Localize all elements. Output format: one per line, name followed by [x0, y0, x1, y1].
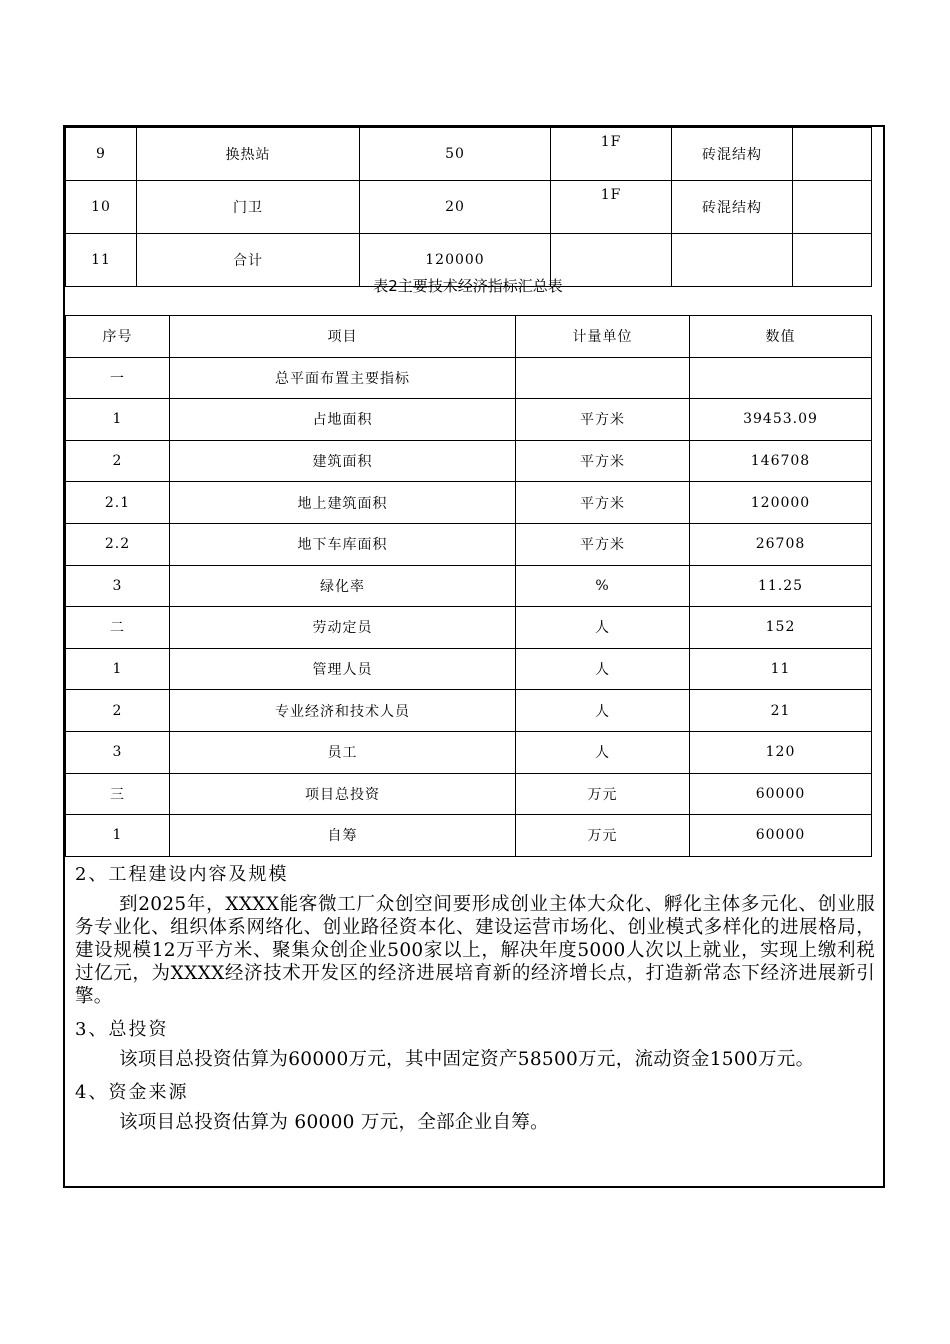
indicator-cell-no: 一 — [66, 357, 170, 399]
indicator-table-row — [66, 523, 872, 565]
indicator-cell-no: 3 — [66, 565, 170, 607]
indicator-cell-no: 三 — [66, 773, 170, 815]
indicator-cell-value: 11.25 — [690, 565, 872, 607]
indicator-cell-no: 2 — [66, 440, 170, 482]
indicator-cell-no: 1 — [66, 399, 170, 441]
indicator-table-row — [66, 731, 872, 773]
indicator-table-row — [66, 690, 872, 732]
indicator-cell-item: 地下车库面积 — [170, 523, 516, 565]
indicator-cell-no: 2.2 — [66, 523, 170, 565]
section-paragraph: 到2025年，XXXX能客微工厂众创空间要形成创业主体大众化、孵化主体多元化、创业服务专业化、组织体系网络化、创业路径资本化、建设运营市场化、创业模式多样化的进展格局，建设规模12万平方米、聚集众创企业500家以上，解决年度5000人次以上就业，实现上缴利税过亿元，为XXXX经济技术开发区的经济进展培育新的经济增长点，打造新常态下经济进展新引擎。 — [75, 894, 875, 1007]
indicator-table-row — [66, 357, 872, 399]
indicator-cell-item: 员工 — [170, 731, 516, 773]
document-frame — [63, 125, 885, 1188]
building-cell-no: 9 — [66, 128, 137, 181]
indicator-cell-unit: 万元 — [516, 773, 690, 815]
indicator-cell-value: 26708 — [690, 523, 872, 565]
header-no: 序号 — [66, 316, 170, 358]
building-cell-area: 20 — [360, 181, 551, 234]
indicator-table-row — [66, 440, 872, 482]
indicator-cell-unit: 平方米 — [516, 399, 690, 441]
header-unit: 计量单位 — [516, 316, 690, 358]
table2-caption: 表2主要技术经济指标汇总表 — [373, 277, 563, 295]
building-table — [65, 127, 872, 287]
building-cell-structure: 砖混结构 — [672, 128, 793, 181]
indicator-cell-unit: 万元 — [516, 815, 690, 857]
indicator-cell-unit: % — [516, 565, 690, 607]
header-item: 项目 — [170, 316, 516, 358]
indicator-cell-item: 项目总投资 — [170, 773, 516, 815]
indicator-table-row — [66, 648, 872, 690]
indicator-cell-item: 专业经济和技术人员 — [170, 690, 516, 732]
indicator-cell-unit: 人 — [516, 731, 690, 773]
building-table-row — [66, 128, 872, 181]
indicator-cell-no: 1 — [66, 815, 170, 857]
section-paragraph: 该项目总投资估算为60000万元，其中固定资产58500万元，流动资金1500万元。 — [119, 1049, 815, 1070]
indicator-cell-item: 建筑面积 — [170, 440, 516, 482]
indicator-cell-value: 120000 — [690, 482, 872, 524]
section-paragraph: 该项目总投资估算为 60000 万元，全部企业自筹。 — [119, 1112, 549, 1133]
indicator-cell-no: 1 — [66, 648, 170, 690]
building-table-row — [66, 181, 872, 234]
building-cell-note — [793, 181, 872, 234]
building-cell-name: 门卫 — [137, 181, 360, 234]
indicator-cell-item: 自筹 — [170, 815, 516, 857]
building-cell-floors: 1F — [551, 181, 672, 234]
indicator-cell-item: 管理人员 — [170, 648, 516, 690]
indicator-cell-unit: 平方米 — [516, 523, 690, 565]
indicator-table-row — [66, 399, 872, 441]
indicator-cell-value: 39453.09 — [690, 399, 872, 441]
indicator-table-header — [66, 316, 872, 358]
indicator-cell-no: 二 — [66, 607, 170, 649]
indicator-table-row — [66, 773, 872, 815]
building-cell-name: 换热站 — [137, 128, 360, 181]
indicator-table — [65, 315, 872, 857]
indicator-cell-value: 60000 — [690, 815, 872, 857]
indicator-cell-item: 总平面布置主要指标 — [170, 357, 516, 399]
building-cell-floors: 1F — [551, 128, 672, 181]
indicator-cell-value: 120 — [690, 731, 872, 773]
indicator-cell-value: 60000 — [690, 773, 872, 815]
indicator-table-row — [66, 815, 872, 857]
building-cell-area: 50 — [360, 128, 551, 181]
indicator-cell-unit — [516, 357, 690, 399]
text-section — [75, 861, 875, 1142]
section-heading: 2、工程建设内容及规模 — [75, 864, 289, 885]
building-cell-name: 合计 — [137, 234, 360, 287]
indicator-cell-value: 11 — [690, 648, 872, 690]
indicator-cell-value: 152 — [690, 607, 872, 649]
indicator-cell-unit: 人 — [516, 690, 690, 732]
indicator-cell-value: 21 — [690, 690, 872, 732]
indicator-cell-value — [690, 357, 872, 399]
indicator-cell-no: 2.1 — [66, 482, 170, 524]
indicator-table-row — [66, 482, 872, 524]
header-value: 数值 — [690, 316, 872, 358]
indicator-cell-item: 劳动定员 — [170, 607, 516, 649]
indicator-cell-no: 3 — [66, 731, 170, 773]
indicator-cell-value: 146708 — [690, 440, 872, 482]
building-cell-area: 120000 — [360, 234, 551, 287]
indicator-cell-unit: 平方米 — [516, 482, 690, 524]
indicator-cell-no: 2 — [66, 690, 170, 732]
indicator-cell-item: 绿化率 — [170, 565, 516, 607]
indicator-table-row — [66, 565, 872, 607]
indicator-cell-unit: 平方米 — [516, 440, 690, 482]
section-heading: 3、总投资 — [75, 1019, 169, 1040]
indicator-cell-item: 占地面积 — [170, 399, 516, 441]
building-cell-no: 11 — [66, 234, 137, 287]
indicator-cell-item: 地上建筑面积 — [170, 482, 516, 524]
section-heading: 4、资金来源 — [75, 1082, 189, 1103]
building-cell-structure: 砖混结构 — [672, 181, 793, 234]
indicator-table-row — [66, 607, 872, 649]
building-cell-no: 10 — [66, 181, 137, 234]
building-cell-note — [793, 128, 872, 181]
indicator-cell-unit: 人 — [516, 648, 690, 690]
indicator-cell-unit: 人 — [516, 607, 690, 649]
